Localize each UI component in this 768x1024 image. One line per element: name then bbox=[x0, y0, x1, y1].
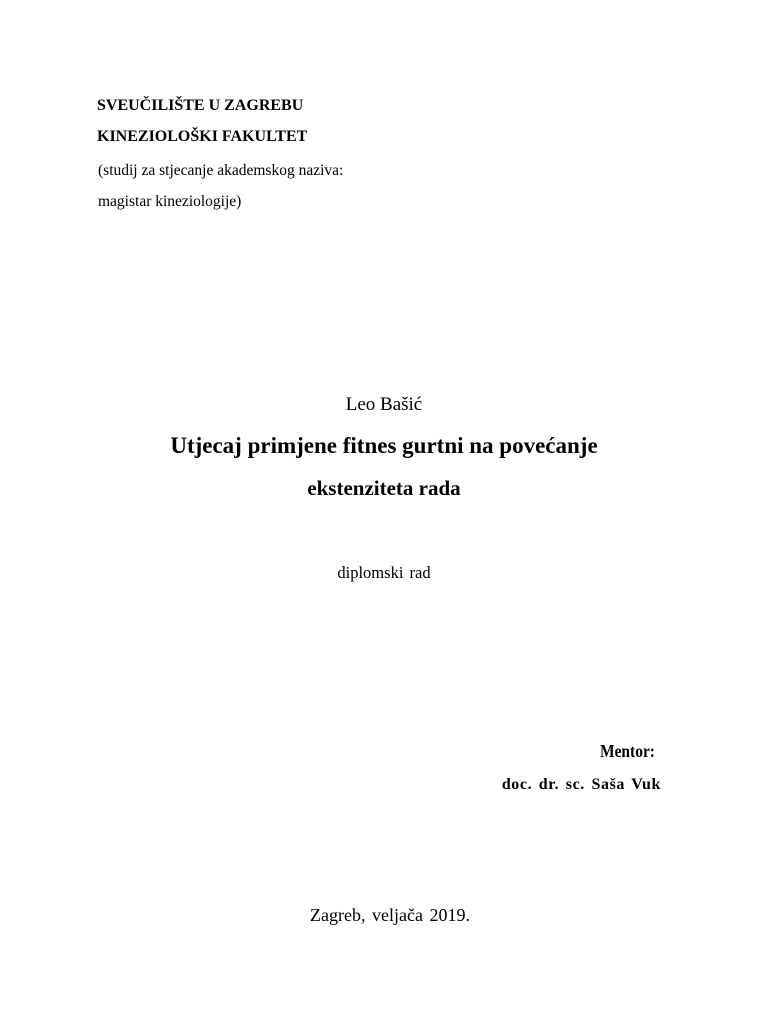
mentor-name: doc. dr. sc. Saša Vuk bbox=[501, 776, 661, 793]
author-name: Leo Bašić bbox=[345, 394, 423, 415]
university-name: SVEUČILIŠTE U ZAGREBU bbox=[97, 97, 304, 114]
thesis-title-line-2: ekstenziteta rada bbox=[307, 476, 461, 500]
study-description-line-2: magistar kineziologije) bbox=[98, 193, 242, 210]
place-and-date: Zagreb, veljača 2019. bbox=[310, 905, 470, 925]
mentor-label: Mentor: bbox=[599, 741, 655, 761]
study-description-line-1: (studij za stjecanje akademskog naziva: bbox=[98, 162, 344, 179]
document-type: diplomski rad bbox=[337, 563, 431, 582]
faculty-name: KINEZIOLOŠKI FAKULTET bbox=[97, 128, 308, 145]
thesis-title-line-1: Utjecaj primjene fitnes gurtni na povećanje bbox=[170, 433, 598, 458]
